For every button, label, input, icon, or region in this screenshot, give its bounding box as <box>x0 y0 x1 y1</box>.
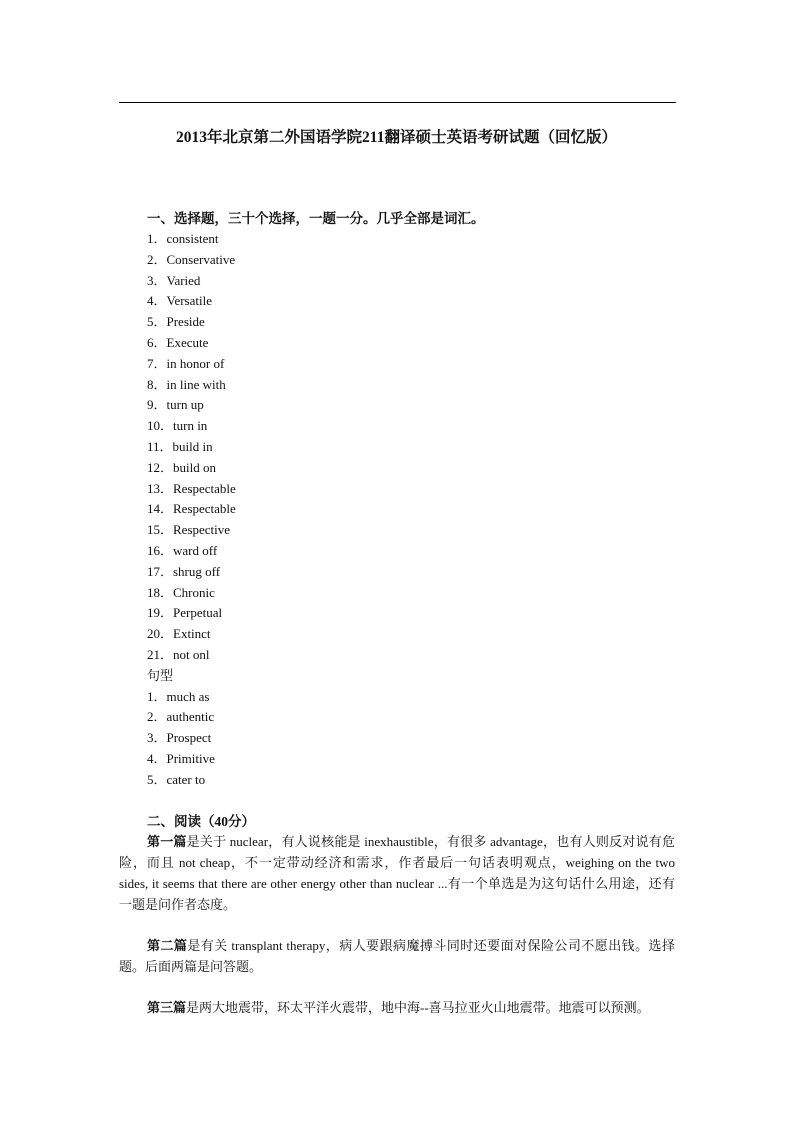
paragraph-lead: 第二篇 <box>147 938 188 953</box>
paragraph-2 <box>119 935 675 977</box>
list-item: 8．in line with <box>147 376 226 392</box>
paragraph-text: 是两大地震带，环太平洋火震带，地中海--喜马拉亚火山地震带。地震可以预测。 <box>186 1000 650 1015</box>
list-item: 5．cater to <box>147 771 206 787</box>
list-item: 9．turn up <box>147 397 204 413</box>
list-item: 15．Respective <box>147 522 231 538</box>
page-title: 2013年北京第二外国语学院211翻译硕士英语考研试题（回忆版） <box>176 129 617 146</box>
list-item: 4．Versatile <box>147 293 212 309</box>
list-item: 1．much as <box>147 688 210 704</box>
list-item: 3．Prospect <box>147 730 212 746</box>
list-item: 20．Extinct <box>147 626 211 642</box>
section2-heading: 二、阅读（40分） <box>147 814 255 829</box>
list-item: 2．authentic <box>147 709 215 725</box>
list-item: 7．in honor of <box>147 355 225 371</box>
vocab-list <box>147 229 236 791</box>
list-item: 17．shrug off <box>147 563 221 579</box>
paragraph-lead: 第一篇 <box>147 834 187 849</box>
list-item: 16．ward off <box>147 542 218 558</box>
header-rule <box>119 102 676 103</box>
list-item: 14．Respectable <box>147 501 236 517</box>
list-item: 21．not onl <box>147 646 210 662</box>
section1-heading: 一、选择题，三十个选择，一题一分。几乎全部是词汇。 <box>147 211 485 226</box>
paragraph-3 <box>119 997 675 1018</box>
paragraph-lead: 第三篇 <box>147 1000 187 1015</box>
paragraph-text: 是有关 transplant therapy，病人要跟病魔搏斗同时还要面对保险公司不愿出钱。选择题。后面两篇是问答题。 <box>119 938 675 974</box>
list-item: 10．turn in <box>147 418 208 434</box>
list-item: 19．Perpetual <box>147 605 223 621</box>
list-item: 5．Preside <box>147 314 205 330</box>
list-item: 4．Primitive <box>147 750 215 766</box>
list-item: 6．Execute <box>147 334 209 350</box>
list-item: 1．consistent <box>147 231 219 246</box>
paragraph-1 <box>119 831 675 915</box>
list-item: 13．Respectable <box>147 480 236 496</box>
list-item: 3．Varied <box>147 272 201 288</box>
list-item: 11．build in <box>147 438 213 454</box>
sub-heading: 句型 <box>147 667 174 683</box>
list-item: 2．Conservative <box>147 251 236 267</box>
list-item: 18．Chronic <box>147 584 215 600</box>
paragraph-text: 是关于 nuclear，有人说核能是 inexhaustible，有很多 advantage，也有人则反对说有危险，而且 not cheap，不一定带动经济和需求，作者最后一句话表明观点，weighing on the two sides, it seems that there are other energy other than nuclear ...有一个单选是为这句话什么用途，还有一题是问作者态度。 <box>119 834 675 912</box>
list-item: 12．build on <box>147 459 216 475</box>
